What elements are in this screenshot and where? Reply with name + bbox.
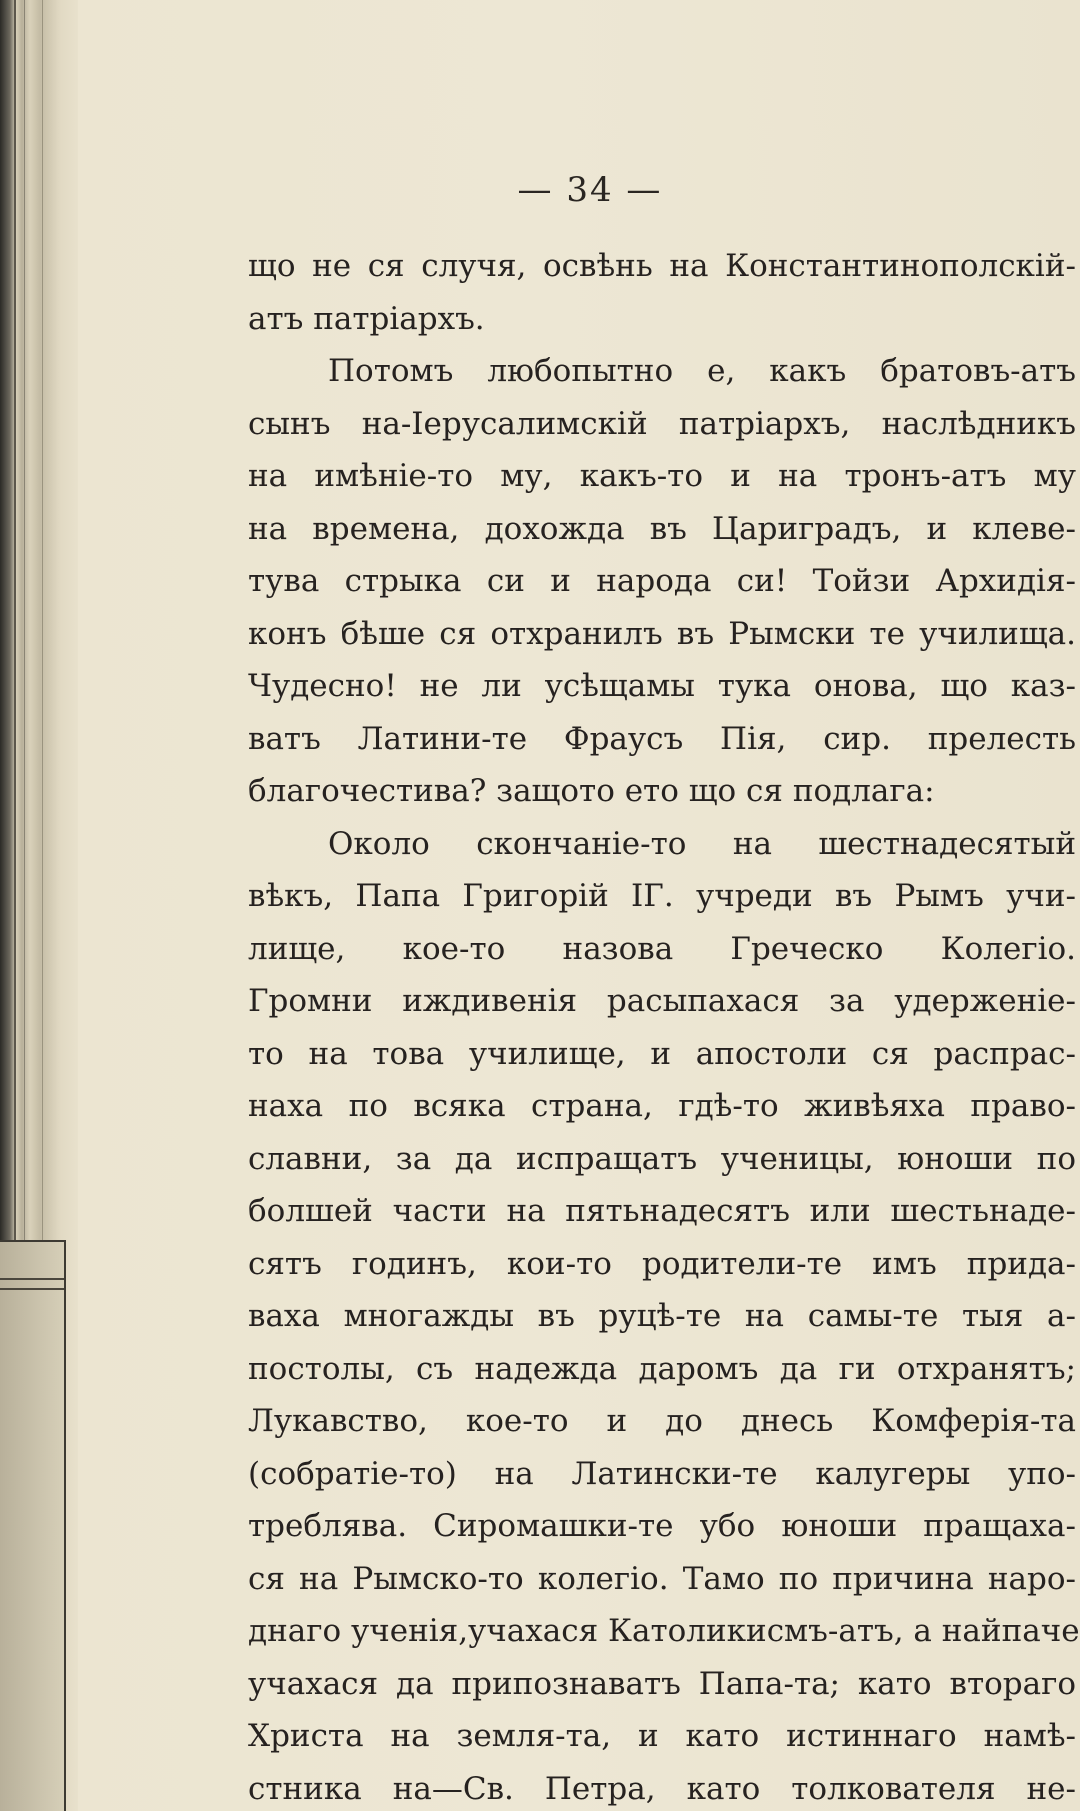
page-stack-edge	[0, 1240, 66, 1811]
text-line: днаго ученія,учахася Католикисмъ-атъ, а найпаче	[248, 1613, 1080, 1649]
text-line: треблява. Сиромашки-те убо юноши пращаха-	[248, 1508, 1076, 1544]
text-line: Потомъ любопытно е, какъ братовъ-атъ	[328, 353, 1076, 389]
text-line: Чудесно! не ли усѣщамы тука онова, що каз-	[248, 668, 1076, 704]
text-line: сынъ на-Iерусалимскій патріархъ, наслѣдникъ	[248, 405, 1076, 442]
text-line: що не ся случя, освѣнь на Константинополскій-	[248, 248, 1076, 284]
page-stack-line	[0, 1278, 64, 1280]
text-line: благочестива? защото ето що ся подлага:	[248, 773, 935, 809]
text-line: то на това училище, и апостоли ся распрас-	[248, 1035, 1076, 1072]
text-line: (собратіе-то) на Латински-те калугеры упо-	[248, 1455, 1076, 1492]
body-text	[248, 240, 1080, 1811]
text-line: вѣкъ, Папа Григорій IГ. учреди въ Рымъ учи-	[248, 878, 1076, 914]
text-line: атъ патріархъ.	[248, 300, 485, 337]
text-line: ваха многажды въ руцѣ-те на самы-те тыя а-	[248, 1298, 1076, 1334]
text-line: стника на—Св. Петра, като толкователя не-	[248, 1770, 1076, 1807]
text-line: постолы, съ надежда даромъ да ги отхранятъ;	[248, 1350, 1076, 1387]
text-line: ватъ Латини-те Фраусъ Пія, сир. прелесть	[248, 720, 1076, 757]
text-line: сятъ годинъ, кои-то родители-те имъ прида-	[248, 1245, 1076, 1282]
text-line: болшей части на пятьнадесятъ или шестьнаде-	[248, 1193, 1076, 1229]
text-line: наха по всяка страна, гдѣ-то живѣяха право-	[248, 1088, 1076, 1124]
text-line: конъ бѣше ся отхранилъ въ Рымски те училища.	[248, 615, 1076, 652]
page-stack-line	[0, 1288, 64, 1290]
text-line: учахася да припознаватъ Папа-та; като втораго	[248, 1665, 1076, 1702]
text-line: лище, кое-то назова Греческо Колегіо.	[248, 930, 1076, 967]
text-line: на имѣніе-то му, какъ-то и на тронъ-атъ му	[248, 458, 1076, 494]
text-line: Около скончаніе-то на шестнадесятый	[328, 825, 1076, 862]
text-line: славни, за да испращатъ ученицы, юноши по	[248, 1140, 1076, 1177]
text-line: тува стрыка си и народа си! Тойзи Архидія-	[248, 563, 1076, 599]
text-line: Лукавство, кое-то и до днесь Комферія-та	[248, 1403, 1076, 1439]
text-line: Громни иждивенія расыпахася за удерженіе-	[248, 983, 1076, 1019]
text-line: Христа на земля-та, и като истиннаго намѣ-	[248, 1718, 1076, 1754]
page-number: — 34 —	[517, 170, 663, 210]
text-line: на времена, дохожда въ Цариградъ, и клеве-	[248, 510, 1076, 547]
text-line: ся на Рымско-то колегіо. Тамо по причина наро-	[248, 1560, 1076, 1597]
